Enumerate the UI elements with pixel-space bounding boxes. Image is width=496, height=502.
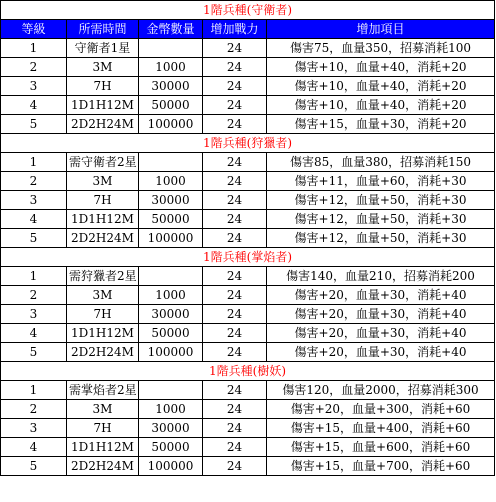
power-cell: 24	[203, 172, 267, 191]
time-cell: 守衛者1星	[67, 39, 139, 58]
section-title: 1階兵種(守衛者)	[1, 1, 495, 20]
effect-cell: 傷害+15，血量+400，消耗+60	[267, 419, 495, 438]
table-row	[1, 172, 495, 191]
gold-cell: 30000	[139, 191, 203, 210]
table-row	[1, 457, 495, 476]
time-cell: 需狩獵者2星	[67, 267, 139, 286]
table-row	[1, 286, 495, 305]
gold-cell: 30000	[139, 77, 203, 96]
effect-cell: 傷害+12，血量+50，消耗+30	[267, 229, 495, 248]
power-cell: 24	[203, 153, 267, 172]
effect-cell: 傷害+12，血量+50，消耗+30	[267, 191, 495, 210]
table-row	[1, 39, 495, 58]
power-cell: 24	[203, 305, 267, 324]
section-title: 1階兵種(樹妖)	[1, 362, 495, 381]
time-cell: 7H	[67, 305, 139, 324]
time-cell: 需掌焰者2星	[67, 381, 139, 400]
level-cell: 5	[1, 115, 67, 134]
gold-cell: 1000	[139, 286, 203, 305]
table-row	[1, 419, 495, 438]
gold-cell	[139, 39, 203, 58]
column-header: 增加項目	[267, 20, 495, 39]
level-cell: 1	[1, 381, 67, 400]
effect-cell: 傷害+15，血量+600，消耗+60	[267, 438, 495, 457]
time-cell: 3M	[67, 58, 139, 77]
time-cell: 2D2H24M	[67, 229, 139, 248]
power-cell: 24	[203, 286, 267, 305]
gold-cell: 50000	[139, 438, 203, 457]
gold-cell: 1000	[139, 400, 203, 419]
effect-cell: 傷害+20，血量+30，消耗+40	[267, 305, 495, 324]
level-cell: 2	[1, 58, 67, 77]
time-cell: 2D2H24M	[67, 343, 139, 362]
level-cell: 5	[1, 343, 67, 362]
time-cell: 1D1H12M	[67, 96, 139, 115]
gold-cell: 1000	[139, 172, 203, 191]
time-cell: 7H	[67, 77, 139, 96]
gold-cell: 100000	[139, 343, 203, 362]
time-cell: 7H	[67, 191, 139, 210]
level-cell: 2	[1, 286, 67, 305]
power-cell: 24	[203, 267, 267, 286]
time-cell: 需守衛者2星	[67, 153, 139, 172]
table-row	[1, 153, 495, 172]
effect-cell: 傷害+10，血量+40，消耗+20	[267, 77, 495, 96]
time-cell: 3M	[67, 400, 139, 419]
effect-cell: 傷害+10，血量+40，消耗+20	[267, 58, 495, 77]
table-row	[1, 305, 495, 324]
column-header: 所需時間	[67, 20, 139, 39]
power-cell: 24	[203, 39, 267, 58]
gold-cell: 50000	[139, 210, 203, 229]
section-title-row	[1, 248, 495, 267]
level-cell: 5	[1, 457, 67, 476]
level-cell: 4	[1, 324, 67, 343]
effect-cell: 傷害+10，血量+40，消耗+20	[267, 96, 495, 115]
column-header-row	[1, 20, 495, 39]
power-cell: 24	[203, 96, 267, 115]
effect-cell: 傷害140，血量210，招募消耗200	[267, 267, 495, 286]
table-row	[1, 115, 495, 134]
level-cell: 1	[1, 267, 67, 286]
gold-cell	[139, 381, 203, 400]
power-cell: 24	[203, 229, 267, 248]
table-row	[1, 343, 495, 362]
level-cell: 2	[1, 400, 67, 419]
power-cell: 24	[203, 210, 267, 229]
gold-cell: 100000	[139, 229, 203, 248]
gold-cell: 1000	[139, 58, 203, 77]
gold-cell	[139, 153, 203, 172]
table-row	[1, 381, 495, 400]
level-cell: 4	[1, 96, 67, 115]
gold-cell: 50000	[139, 96, 203, 115]
level-cell: 4	[1, 438, 67, 457]
time-cell: 7H	[67, 419, 139, 438]
gold-cell: 30000	[139, 419, 203, 438]
gold-cell	[139, 267, 203, 286]
power-cell: 24	[203, 438, 267, 457]
table-row	[1, 58, 495, 77]
table-row	[1, 77, 495, 96]
time-cell: 3M	[67, 172, 139, 191]
table-row	[1, 96, 495, 115]
time-cell: 1D1H12M	[67, 324, 139, 343]
effect-cell: 傷害+20，血量+30，消耗+40	[267, 286, 495, 305]
gold-cell: 100000	[139, 115, 203, 134]
column-header: 金幣數量	[139, 20, 203, 39]
level-cell: 3	[1, 77, 67, 96]
section-title: 1階兵種(狩獵者)	[1, 134, 495, 153]
table-body	[1, 1, 495, 476]
column-header: 等級	[1, 20, 67, 39]
power-cell: 24	[203, 324, 267, 343]
column-header: 增加戰力	[203, 20, 267, 39]
level-cell: 1	[1, 153, 67, 172]
effect-cell: 傷害+12，血量+50，消耗+30	[267, 210, 495, 229]
power-cell: 24	[203, 115, 267, 134]
power-cell: 24	[203, 77, 267, 96]
power-cell: 24	[203, 343, 267, 362]
power-cell: 24	[203, 419, 267, 438]
effect-cell: 傷害75，血量350，招募消耗100	[267, 39, 495, 58]
level-cell: 5	[1, 229, 67, 248]
level-cell: 3	[1, 305, 67, 324]
gold-cell: 100000	[139, 457, 203, 476]
effect-cell: 傷害+15，血量+30，消耗+20	[267, 115, 495, 134]
time-cell: 1D1H12M	[67, 210, 139, 229]
table-row	[1, 229, 495, 248]
effect-cell: 傷害+20，血量+30，消耗+40	[267, 324, 495, 343]
table-row	[1, 267, 495, 286]
level-cell: 1	[1, 39, 67, 58]
level-cell: 4	[1, 210, 67, 229]
gold-cell: 30000	[139, 305, 203, 324]
effect-cell: 傷害+11，血量+60，消耗+30	[267, 172, 495, 191]
effect-cell: 傷害+20，血量+30，消耗+40	[267, 343, 495, 362]
effect-cell: 傷害+20，血量+300，消耗+60	[267, 400, 495, 419]
time-cell: 2D2H24M	[67, 457, 139, 476]
power-cell: 24	[203, 191, 267, 210]
time-cell: 1D1H12M	[67, 438, 139, 457]
power-cell: 24	[203, 381, 267, 400]
table-row	[1, 400, 495, 419]
time-cell: 2D2H24M	[67, 115, 139, 134]
table-row	[1, 438, 495, 457]
effect-cell: 傷害120，血量2000，招募消耗300	[267, 381, 495, 400]
section-title-row	[1, 1, 495, 20]
table-row	[1, 191, 495, 210]
table-row	[1, 210, 495, 229]
time-cell: 3M	[67, 286, 139, 305]
level-cell: 3	[1, 191, 67, 210]
power-cell: 24	[203, 400, 267, 419]
table-row	[1, 324, 495, 343]
section-title-row	[1, 134, 495, 153]
gold-cell: 50000	[139, 324, 203, 343]
section-title-row	[1, 362, 495, 381]
level-cell: 3	[1, 419, 67, 438]
power-cell: 24	[203, 58, 267, 77]
effect-cell: 傷害+15，血量+700，消耗+60	[267, 457, 495, 476]
section-title: 1階兵種(掌焰者)	[1, 248, 495, 267]
power-cell: 24	[203, 457, 267, 476]
effect-cell: 傷害85，血量380，招募消耗150	[267, 153, 495, 172]
level-cell: 2	[1, 172, 67, 191]
